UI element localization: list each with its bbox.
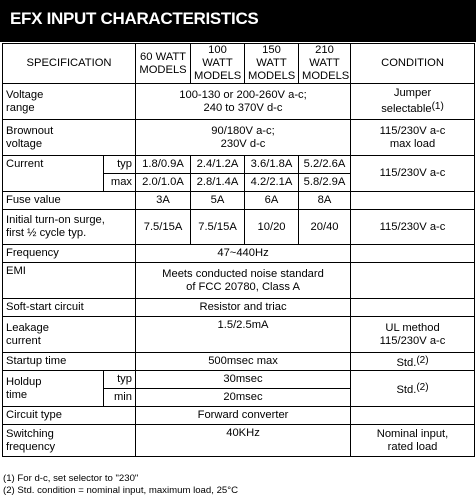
condition-holdup: Std.(2) [351,371,475,407]
header-model-100: 100 WATT MODELS [191,44,245,84]
current-typ-60: 1.8/0.9A [136,156,191,174]
surge-100: 7.5/15A [191,210,245,245]
fuse-210: 8A [299,192,351,210]
value-circuit: Forward converter [136,407,351,425]
spec-softstart: Soft-start circuit [3,299,136,317]
row-frequency [3,245,475,263]
condition-frequency [351,245,475,263]
current-typ-210: 5.2/2.6A [299,156,351,174]
condition-surge: 115/230V a-c [351,210,475,245]
spec-fuse: Fuse value [3,192,136,210]
current-typ-100: 2.4/1.2A [191,156,245,174]
spec-leakage: Leakage current [3,317,136,353]
condition-voltage-range: Jumper selectable(1) [351,84,475,120]
current-max-60: 2.0/1.0A [136,174,191,192]
spec-emi: EMI [3,263,136,299]
spec-surge: Initial turn-on surge, first ½ cycle typ. [3,210,136,245]
value-leakage: 1.5/2.5mA [136,317,351,353]
holdup-min-value: 20msec [136,389,351,407]
row-circuit [3,407,475,425]
footnote-ref-1: (1) [431,101,444,112]
fuse-150: 6A [245,192,299,210]
header-condition: CONDITION [351,44,475,84]
row-startup [3,353,475,371]
row-brownout [3,120,475,156]
spec-circuit: Circuit type [3,407,136,425]
current-typ-label: typ [104,156,136,174]
condition-startup: Std.(2) [351,353,475,371]
header-model-150: 150 WATT MODELS [245,44,299,84]
row-fuse [3,192,475,210]
surge-210: 20/40 [299,210,351,245]
spec-voltage-range: Voltage range [3,84,136,120]
row-softstart [3,299,475,317]
value-startup: 500msec max [136,353,351,371]
current-max-150: 4.2/2.1A [245,174,299,192]
spec-brownout: Brownout voltage [3,120,136,156]
condition-fuse [351,192,475,210]
surge-150: 10/20 [245,210,299,245]
header-model-60: 60 WATT MODELS [136,44,191,84]
current-max-label: max [104,174,136,192]
footnote-1: (1) For d-c, set selector to "230" [3,473,139,484]
row-surge [3,210,475,245]
value-switching: 40KHz [136,425,351,457]
holdup-min-label: min [104,389,136,407]
footnotes [3,473,238,497]
header-row [3,44,475,84]
value-frequency: 47~440Hz [136,245,351,263]
holdup-typ-value: 30msec [136,371,351,389]
page-title: EFX INPUT CHARACTERISTICS [10,9,259,28]
condition-softstart [351,299,475,317]
fuse-60: 3A [136,192,191,210]
spec-switching: Switching frequency [3,425,136,457]
fuse-100: 5A [191,192,245,210]
spec-holdup: Holdup time [3,371,104,407]
condition-leakage: UL method 115/230V a-c [351,317,475,353]
surge-60: 7.5/15A [136,210,191,245]
value-emi: Meets conducted noise standard of FCC 20780, Class A [136,263,351,299]
current-typ-150: 3.6/1.8A [245,156,299,174]
header-model-210: 210 WATT MODELS [299,44,351,84]
condition-emi [351,263,475,299]
value-softstart: Resistor and triac [136,299,351,317]
row-leakage [3,317,475,353]
row-current-typ [3,156,475,174]
row-holdup-typ [3,371,475,389]
current-max-100: 2.8/1.4A [191,174,245,192]
footnote-ref-2: (2) [416,354,429,366]
value-brownout: 90/180V a-c; 230V d-c [136,120,351,156]
condition-circuit [351,407,475,425]
value-voltage-range: 100-130 or 200-260V a-c; 240 to 370V d-c [136,84,351,120]
current-max-210: 5.8/2.9A [299,174,351,192]
footnote-2: (2) Std. condition = nominal input, maximum load, 25°C [3,485,239,496]
condition-switching: Nominal input, rated load [351,425,475,457]
title-bar [0,0,476,42]
spec-table [2,43,475,457]
condition-current: 115/230V a-c [351,156,475,192]
condition-brownout: 115/230V a-c max load [351,120,475,156]
spec-frequency: Frequency [3,245,136,263]
spec-startup: Startup time [3,353,136,371]
spec-current: Current [3,156,104,192]
header-specification: SPECIFICATION [3,44,136,84]
row-emi [3,263,475,299]
row-switching [3,425,475,457]
row-voltage-range [3,84,475,120]
holdup-typ-label: typ [104,371,136,389]
footnote-ref-2b: (2) [416,381,429,393]
